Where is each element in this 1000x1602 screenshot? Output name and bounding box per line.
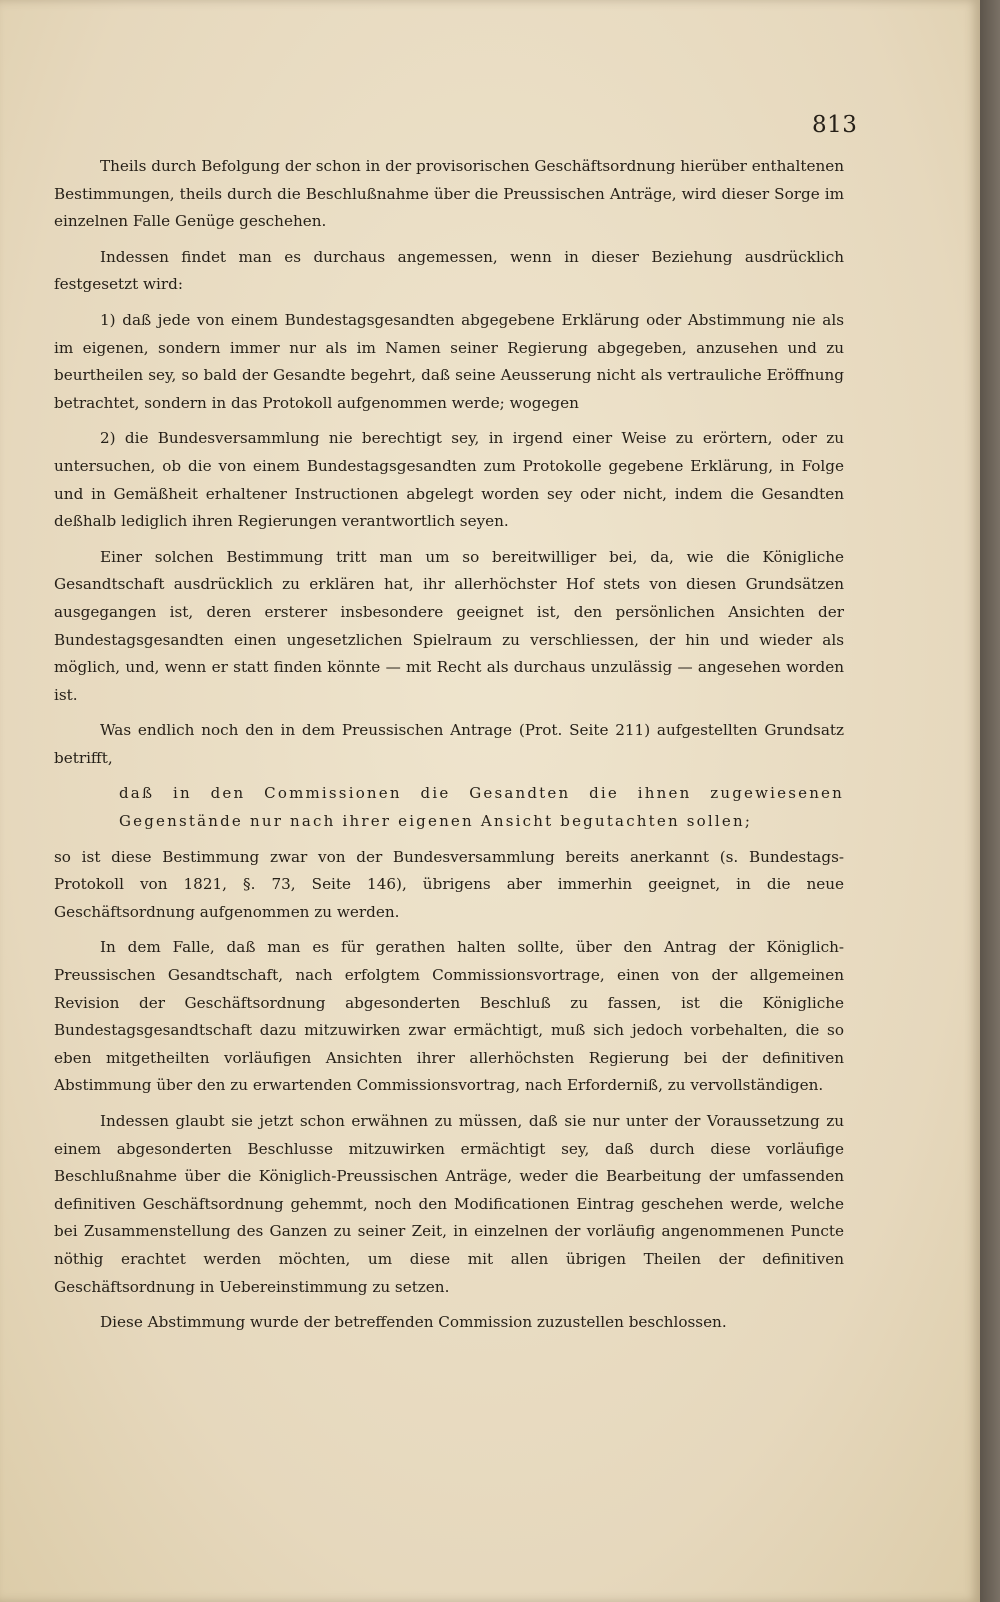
- list-item-1: 1) daß jede von einem Bundestagsgesandten abgegebene Erklärung oder Abstimmung nie als im eigenen, sondern immer nur als im Namen seiner Regierung abgegeben, anzusehen und zu beurtheilen sey, so bald der Gesandte begehrt, daß seine Aeusserung nicht als vertrauliche Eröffnung betrachtet, sondern in das Protokoll aufgenommen werde; wogegen: [54, 310, 844, 412]
- closing-line: Diese Abstimmung wurde der betreffenden Commission zuzustellen beschlossen.: [100, 1313, 727, 1332]
- quoted-principle: daß in den Commissionen die Gesandten die ihnen zugewiesenen Gegenstände nur nach ihrer eigenen Ansicht begutachten sollen;: [119, 784, 844, 831]
- paragraph-1: Theils durch Befolgung der schon in der provisorischen Geschäftsordnung hierüber enthaltenen Bestimmungen, theils durch die Beschlußnahme über die Preussischen Anträge, wird dieser Sorge im einzelnen Falle Genüge geschehen.: [54, 157, 844, 231]
- document-body: [54, 153, 844, 1345]
- paragraph-7: Indessen glaubt sie jetzt schon erwähnen zu müssen, daß sie nur unter der Voraussetzung zu einem abgesonderten Beschlusse mitzuwirken ermächtigt sey, daß durch diese vorläufige Beschlußnahme über die Königlich-Preussischen Anträge, weder die Bearbeitung der umfassenden definitiven Geschäftsordnung gehemmt, noch den Modificationen Eintrag geschehen werde, welche bei Zusammenstellung des Ganzen zu seiner Zeit, in einzelnen der vorläufig angenommenen Puncte nöthig erachtet werden möchten, um diese mit allen übrigen Theilen der definitiven Geschäftsordnung in Uebereinstimmung zu setzen.: [54, 1112, 844, 1296]
- list-item-2: 2) die Bundesversammlung nie berechtigt sey, in irgend einer Weise zu erörtern, oder zu untersuchen, ob die von einem Bundestagsgesandten zum Protokolle gegebene Erklärung, in Folge und in Gemäßheit erhaltener Instructionen abgelegt worden sey oder nicht, indem die Gesandten deßhalb lediglich ihren Regierungen verantwortlich seyen.: [54, 429, 844, 531]
- paragraph-4: Was endlich noch den in dem Preussischen Antrage (Prot. Seite 211) aufgestellten Grundsatz betrifft,: [54, 721, 844, 767]
- scan-edge: [980, 0, 1000, 1602]
- paragraph-5: so ist diese Bestimmung zwar von der Bundesversammlung bereits anerkannt (s. Bundestags-Protokoll von 1821, §. 73, Seite 146), übrigens aber immerhin geeignet, in die neue Geschäftsordnung aufgenommen zu werden.: [54, 847, 844, 921]
- page-number: 813: [812, 112, 858, 138]
- paragraph-2: Indessen findet man es durchaus angemessen, wenn in dieser Beziehung ausdrücklich festgesetzt wird:: [54, 247, 844, 294]
- paragraph-3: Einer solchen Bestimmung tritt man um so bereitwilliger bei, da, wie die Königliche Gesandtschaft ausdrücklich zu erklären hat, ihr allerhöchster Hof stets von diesen Grundsätzen ausgegangen ist, deren ersterer insbesondere geeignet ist, den persönlichen Ansichten der Bundestagsgesandten einen ungesetzlichen Spielraum zu verschliessen, der hin und wieder als möglich, und, wenn er statt finden könnte — mit Recht als durchaus unzulässig — angesehen worden ist.: [54, 547, 844, 704]
- paragraph-6: In dem Falle, daß man es für gerathen halten sollte, über den Antrag der Königlich-Preussischen Gesandtschaft, nach erfolgtem Commissionsvortrage, einen von der allgemeinen Revision der Geschäftsordnung abgesonderten Beschluß zu fassen, ist die Königliche Bundestagsgesandtschaft dazu mitzuwirken zwar ermächtigt, muß sich jedoch vorbehalten, die so eben mitgetheilten vorläufigen Ansichten ihrer allerhöchsten Regierung bei der definitiven Abstimmung über den zu erwartenden Commissionsvortrag, nach Erforderniß, zu vervollständigen.: [54, 938, 844, 1095]
